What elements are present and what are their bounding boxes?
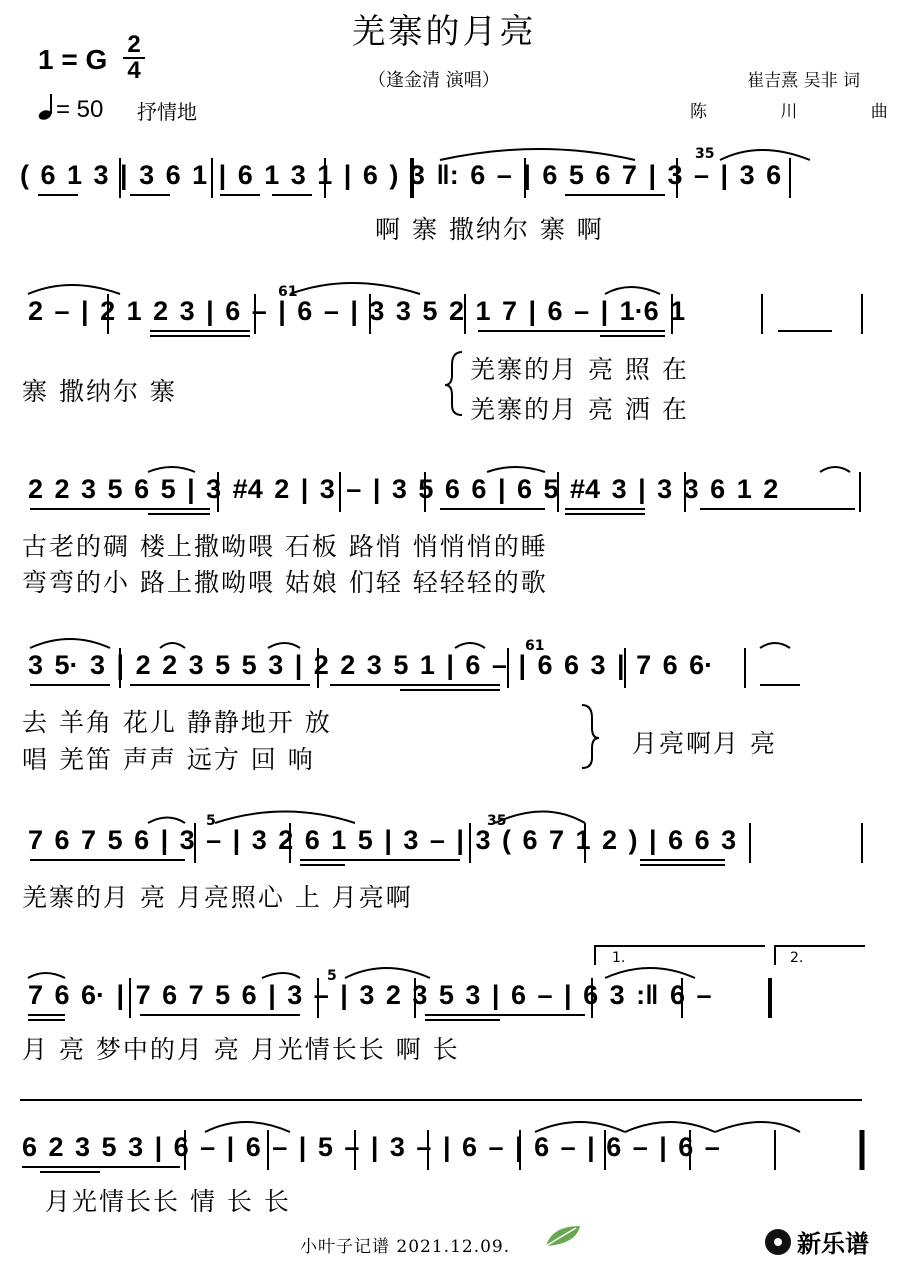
logo-text: 新乐谱 [797, 1230, 869, 1258]
system-4-lyrics-b: 唱 羌笛 声声 远方 回 响 [22, 745, 315, 774]
time-signature-denominator: 4 [127, 57, 141, 84]
time-signature-numerator: 2 [127, 31, 141, 58]
system-3-lyrics-b: 弯弯的小 路上撒呦喂 姑娘 们轻 轻轻轻的歌 [22, 568, 548, 597]
volta-2-label: 2. [790, 950, 804, 966]
system-5-notes: 7 6 7 5 6 | 3 – | 3 2 6 1 5 | 3 – | 3 ( 6 7 1 2 ) | 6 6 3 [28, 825, 737, 855]
performer-credit: （逢金清 演唱） [368, 70, 500, 91]
record-disc-icon [765, 1229, 791, 1255]
system-2-lyrics-c: 羌寨的月 亮 洒 在 [470, 395, 689, 424]
key-signature: 1 = G [38, 44, 108, 75]
expression-marking: 抒情地 [137, 100, 197, 124]
system-1-grace-note: 35 [695, 146, 715, 162]
system-2-lyrics-a: 寨 撒纳尔 寨 [22, 377, 177, 406]
system-6-notes: 7 6 6· | 7 6 7 5 6 | 3 – | 3 2 3 5 3 | 6 – | 6 3 :‖ 6 – [28, 980, 712, 1010]
system-1-notes: ( 6 1 3 | 3 6 1 | 6 1 3 1 | 6 ) 3 ‖: 6 – | 6 5 6 7 | 3 – | 3 6 [20, 160, 782, 190]
site-logo[interactable] [765, 1224, 869, 1259]
system-7-lyrics: 月光情长长 情 长 长 [45, 1187, 291, 1216]
system-2-grace-note: 61 [278, 284, 298, 300]
composer-credit: 陈 川 曲 [690, 102, 922, 122]
system-4-lyrics-c: 月亮啊月 亮 [632, 729, 777, 758]
transcriber-credit: 小叶子记谱 2021.12.09. [300, 1237, 511, 1257]
system-1-lyrics: 啊 寨 撒纳尔 寨 啊 [375, 215, 604, 244]
system-4-grace-note: 61 [525, 638, 545, 654]
system-6-lyrics: 月 亮 梦中的月 亮 月光情长长 啊 长 [22, 1035, 460, 1064]
system-5-grace-note-a: 5 [206, 813, 216, 829]
system-4-notes: 3 5· 3 | 2 2 3 5 5 3 | 2 2 3 5 1 | 6 – | 6 6 3 | 7 6 6· [28, 650, 714, 680]
song-title: 羌寨的月亮 [351, 12, 537, 52]
system-4-lyrics-a: 去 羊角 花儿 静静地开 放 [22, 708, 332, 737]
tempo-value: = 50 [56, 96, 104, 123]
volta-1-label: 1. [612, 950, 626, 966]
system-3-lyrics-a: 古老的碉 楼上撒呦喂 石板 路悄 悄悄悄的睡 [22, 532, 548, 561]
system-7-notes: 6 2 3 5 3 | 6 – | 6 – | 5 – | 3 – | 6 – | 6 – | 6 – | 6 – [22, 1132, 720, 1162]
leaf-icon [542, 1222, 586, 1250]
system-5-grace-note-b: 35 [487, 813, 507, 829]
system-3-notes: 2 2 3 5 6 5 | 3 #4 2 | 3 – | 3 5 6 6 | 6 5 #4 3 | 3 3 6 1 2 [28, 474, 779, 504]
system-5-lyrics: 羌寨的月 亮 月亮照心 上 月亮啊 [22, 883, 413, 912]
system-6-grace-note: 5 [327, 968, 337, 984]
system-2-notes: 2 – | 2 1 2 3 | 6 – | 6 – | 3 3 5 2 1 7 | 6 – | 1·6 1 [28, 296, 686, 326]
system-2-lyrics-b: 羌寨的月 亮 照 在 [470, 355, 689, 384]
lyricist-credit: 崔吉熹 吴非 词 [747, 71, 860, 91]
